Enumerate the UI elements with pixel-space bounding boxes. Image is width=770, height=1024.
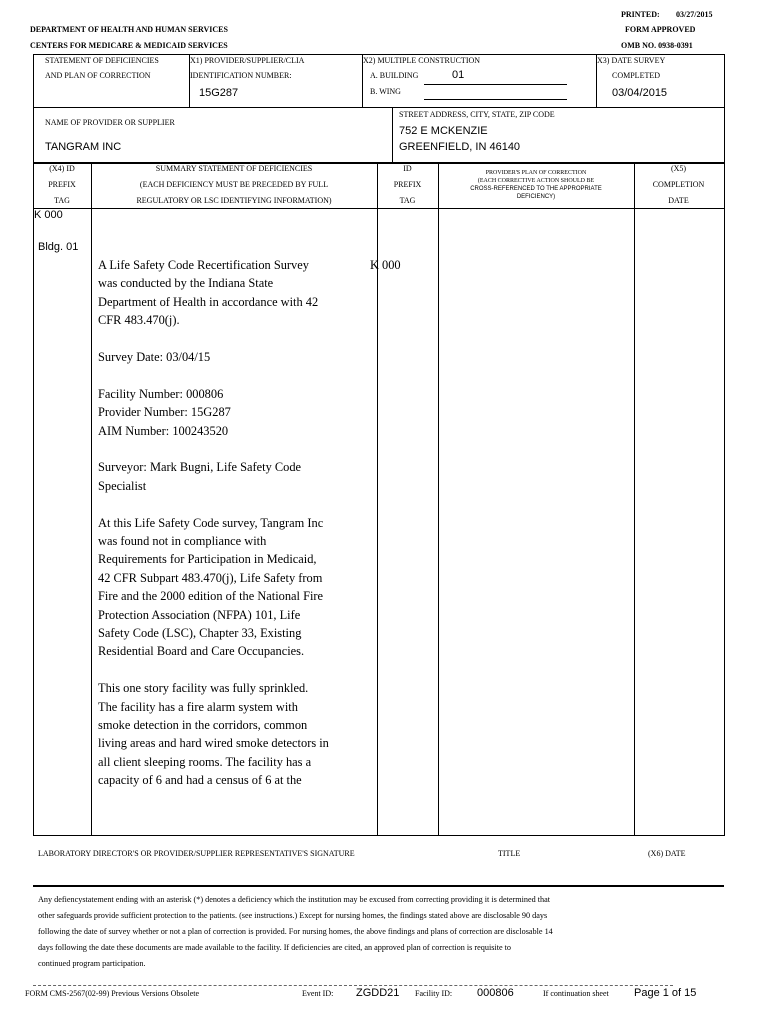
event-id-value: ZGDD21 — [356, 987, 400, 999]
printed-date: 03/27/2015 — [676, 10, 713, 19]
summary-header-3: REGULATORY OR LSC IDENTIFYING INFORMATION) — [136, 196, 332, 205]
printed-label: PRINTED: — [621, 10, 660, 19]
date-survey-value: 03/04/2015 — [612, 87, 668, 99]
date-survey-label-2: COMPLETED — [612, 71, 660, 80]
multiple-construction-label: X2) MULTIPLE CONSTRUCTION — [363, 56, 481, 65]
id-header-1: ID — [403, 164, 412, 173]
address-label: STREET ADDRESS, CITY, STATE, ZIP CODE — [399, 110, 555, 119]
summary-paragraph: A Life Safety Code Recertification Survey was conducted by the Indiana State Department of Health in accordance with 42 CFR 483.470(j). — [98, 258, 319, 328]
summary-paragraph: At this Life Safety Code survey, Tangram Inc was found not in compliance with Requirements for Participation in Medicaid, 42 CFR Subpart 483.470(j), Life Safety from Fire and the 2000 edition of the National Fire Protection Association (NFPA) 101, Life Safety Code (LSC), Chapter 33, Existing Residential Board and Care Occupancies. — [98, 515, 324, 659]
summary-header-2: (EACH DEFICIENCY MUST BE PRECEDED BY FULL — [139, 180, 329, 189]
provider-id-label: X1) PROVIDER/SUPPLIER/CLIA — [190, 56, 305, 65]
provider-box — [33, 107, 725, 164]
summary-text — [98, 256, 330, 790]
statement-label-1: STATEMENT OF DEFICIENCIES — [45, 56, 159, 65]
date-survey-label: X3) DATE SURVEY — [597, 56, 666, 65]
summary-header-1: SUMMARY STATEMENT OF DEFICIENCIES — [155, 164, 313, 173]
address-line-2: GREENFIELD, IN 46140 — [399, 141, 521, 153]
x5-header-3: DATE — [668, 196, 689, 205]
disclaimer-text — [38, 892, 553, 972]
signature-label: LABORATORY DIRECTOR'S OR PROVIDER/SUPPLIER REPRESENTATIVE'S SIGNATURE — [38, 849, 355, 858]
wing-label: B. WING — [370, 87, 401, 96]
disclaimer-line: days following the date these documents are made available to the facility. If deficiencies are cited, an approved plan of correction is requisite to — [38, 943, 512, 952]
building-tag: Bldg. 01 — [38, 241, 79, 253]
summary-paragraph: Facility Number: 000806 Provider Number: 15G287 AIM Number: 100243520 — [98, 386, 231, 438]
x4-header-3: TAG — [54, 196, 70, 205]
address-line-1: 752 E MCKENZIE — [399, 125, 488, 137]
disclaimer-line: continued program participation. — [38, 959, 146, 968]
x4-header-1: (X4) ID — [49, 164, 75, 173]
id-header-3: TAG — [399, 196, 416, 205]
statement-label-2: AND PLAN OF CORRECTION — [45, 71, 151, 80]
plan-header-4: DEFICIENCY) — [516, 194, 556, 200]
form-number: FORM CMS-2567(02-99) Previous Versions Obsolete — [25, 989, 200, 998]
facility-id-label: Facility ID: — [415, 989, 453, 998]
summary-paragraph: Survey Date: 03/04/15 — [98, 350, 211, 365]
facility-id-value: 000806 — [477, 987, 514, 999]
x4-header-2: PREFIX — [48, 180, 76, 189]
plan-header-1: PROVIDER'S PLAN OF CORRECTION — [485, 170, 587, 176]
centers-title: CENTERS FOR MEDICARE & MEDICAID SERVICES — [30, 41, 228, 50]
tag-right: K 000 — [370, 258, 401, 272]
plan-header-3: CROSS-REFERENCED TO THE APPROPRIATE — [470, 186, 602, 192]
title-label: TITLE — [498, 849, 521, 858]
x6-date-label: (X6) DATE — [648, 849, 686, 858]
event-id-label: Event ID: — [302, 989, 334, 998]
x5-header-2: COMPLETION — [652, 180, 705, 189]
department-title: DEPARTMENT OF HEALTH AND HUMAN SERVICES — [30, 25, 228, 34]
id-header-2: PREFIX — [393, 180, 422, 189]
disclaimer-line: other safeguards provide sufficient protection to the patients. (see instructions.) Except for nursing homes, the findings stated above are disclosable 90 days — [38, 911, 548, 920]
summary-paragraph: Surveyor: Mark Bugni, Life Safety Code Specialist — [98, 460, 302, 493]
omb-number: OMB NO. 0938-0391 — [621, 41, 693, 50]
x5-header-1: (X5) — [670, 164, 687, 173]
building-value: 01 — [452, 69, 465, 81]
tag-left: K 000 — [34, 209, 63, 221]
continuation-label: If continuation sheet — [543, 989, 609, 998]
plan-header-2: (EACH CORRECTIVE ACTION SHOULD BE — [477, 178, 595, 184]
provider-name-label: NAME OF PROVIDER OR SUPPLIER — [45, 118, 175, 127]
page-number: Page 1 of 15 — [634, 987, 697, 999]
building-label: A. BUILDING — [370, 71, 419, 80]
disclaimer-line: following the date of survey whether or not a plan of correction is provided. For nursing homes, the above findings and plans of correction are disclosable 14 — [38, 927, 553, 936]
provider-name-value: TANGRAM INC — [45, 141, 122, 153]
disclaimer-line: Any defiencystatement ending with an asterisk (*) denotes a deficiency which the institution may be excused from correcting providing it is determined that — [38, 895, 551, 904]
provider-id-value: 15G287 — [199, 87, 239, 99]
form-approved: FORM APPROVED — [625, 25, 696, 34]
summary-paragraph: This one story facility was fully sprinkled. The facility has a fire alarm system with smoke detection in the corridors, common living areas and hard wired smoke detectors in all client sleeping rooms. The facility has a capacity of 6 and had a census of 6 at the — [98, 681, 329, 788]
provider-id-label-2: IDENTIFICATION NUMBER: — [190, 71, 292, 80]
